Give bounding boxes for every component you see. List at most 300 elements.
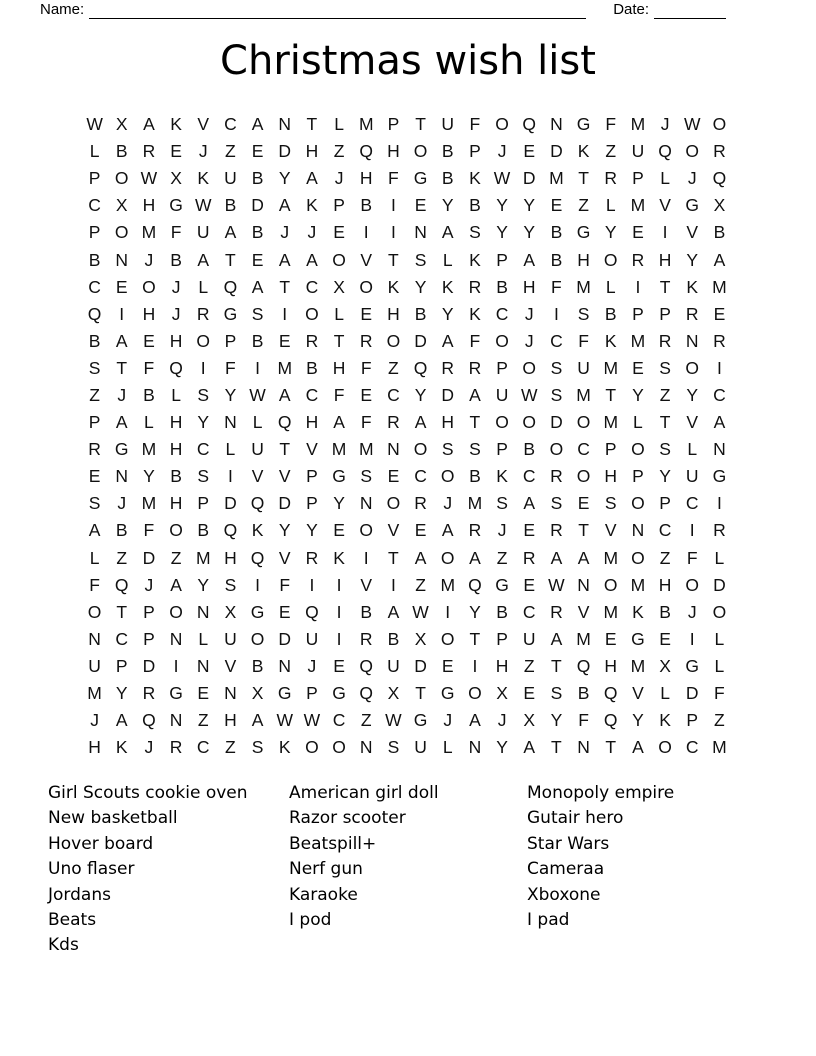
grid-letter: V bbox=[197, 114, 210, 135]
grid-letter: O bbox=[468, 683, 482, 704]
grid-letter: O bbox=[549, 439, 564, 460]
grid-letter: Y bbox=[496, 222, 508, 243]
grid-letter: I bbox=[309, 574, 315, 595]
grid-letter: N bbox=[387, 439, 400, 460]
grid-letter: A bbox=[143, 114, 155, 135]
grid-letter: T bbox=[659, 412, 671, 433]
grid-letter: U bbox=[251, 439, 264, 460]
grid-letter: S bbox=[414, 249, 427, 270]
grid-letter: X bbox=[170, 168, 182, 189]
grid-letter: V bbox=[632, 683, 644, 704]
grid-letter: A bbox=[333, 412, 345, 433]
grid-letter: V bbox=[360, 249, 373, 270]
grid-letter: E bbox=[251, 249, 264, 270]
grid-letter: F bbox=[551, 276, 562, 297]
grid-letter: F bbox=[360, 357, 372, 378]
grid-letter: V bbox=[387, 520, 400, 541]
grid-letter: J bbox=[171, 303, 181, 324]
grid-letter: K bbox=[577, 141, 590, 162]
grid-letter: S bbox=[550, 357, 563, 378]
grid-letter: I bbox=[336, 574, 342, 595]
grid-letter: O bbox=[576, 466, 591, 487]
grid-letter: N bbox=[631, 520, 645, 541]
grid-letter: T bbox=[388, 249, 399, 270]
grid-letter: H bbox=[604, 655, 618, 676]
grid-letter: W bbox=[140, 168, 158, 189]
grid-letter: G bbox=[169, 683, 183, 704]
grid-letter: P bbox=[604, 439, 617, 460]
grid-letter: O bbox=[603, 574, 618, 595]
grid-letter: W bbox=[276, 710, 293, 731]
date-blank-line[interactable] bbox=[654, 3, 726, 19]
grid-letter: K bbox=[632, 601, 644, 622]
grid-letter: I bbox=[689, 628, 695, 649]
grid-letter: S bbox=[469, 439, 481, 460]
grid-letter: B bbox=[306, 357, 318, 378]
grid-letter: M bbox=[712, 737, 727, 758]
grid-letter: I bbox=[119, 303, 125, 324]
grid-letter: P bbox=[197, 493, 210, 514]
grid-letter: B bbox=[604, 303, 617, 324]
grid-letter: H bbox=[224, 547, 237, 568]
grid-letter: P bbox=[88, 168, 101, 189]
grid-letter: R bbox=[414, 493, 427, 514]
grid-letter: I bbox=[662, 222, 668, 243]
grid-letter: A bbox=[523, 493, 536, 514]
grid-letter: P bbox=[496, 439, 508, 460]
grid-letter: S bbox=[441, 439, 454, 460]
grid-letter: M bbox=[630, 655, 646, 676]
grid-letter: B bbox=[88, 330, 101, 351]
grid-letter: H bbox=[658, 249, 672, 270]
grid-letter: H bbox=[142, 195, 156, 216]
grid-letter: Y bbox=[441, 303, 454, 324]
grid-letter: A bbox=[441, 330, 454, 351]
grid-letter: N bbox=[88, 628, 101, 649]
grid-letter: W bbox=[249, 384, 266, 405]
grid-letter: S bbox=[88, 357, 101, 378]
grid-letter: O bbox=[386, 493, 401, 514]
grid-letter: F bbox=[388, 168, 399, 189]
grid-letter: B bbox=[251, 330, 264, 351]
grid-letter: Y bbox=[550, 710, 563, 731]
grid-letter: R bbox=[305, 547, 319, 568]
grid-letter: Y bbox=[278, 168, 291, 189]
grid-letter: M bbox=[576, 276, 591, 297]
grid-letter: R bbox=[631, 249, 645, 270]
grid-letter: N bbox=[550, 114, 563, 135]
grid-letter: B bbox=[496, 601, 508, 622]
grid-letter: I bbox=[173, 655, 179, 676]
page-title: Christmas wish list bbox=[220, 38, 596, 84]
grid-letter: K bbox=[387, 276, 400, 297]
grid-letter: M bbox=[603, 547, 619, 568]
grid-letter: T bbox=[551, 655, 562, 676]
grid-letter: L bbox=[660, 168, 670, 189]
grid-letter: E bbox=[523, 683, 536, 704]
grid-letter: A bbox=[523, 249, 536, 270]
grid-letter: C bbox=[577, 439, 590, 460]
grid-letter: J bbox=[171, 276, 181, 297]
grid-letter: E bbox=[523, 141, 536, 162]
grid-letter: O bbox=[440, 547, 455, 568]
grid-letter: E bbox=[713, 303, 726, 324]
grid-letter: G bbox=[685, 655, 700, 676]
grid-letter: X bbox=[251, 683, 264, 704]
grid-letter: E bbox=[604, 628, 617, 649]
grid-letter: K bbox=[469, 168, 481, 189]
grid-letter: F bbox=[469, 330, 481, 351]
grid-letter: A bbox=[387, 601, 400, 622]
grid-letter: U bbox=[441, 114, 455, 135]
grid-letter: B bbox=[469, 466, 481, 487]
grid-letter: F bbox=[279, 574, 291, 595]
grid-letter: X bbox=[414, 628, 427, 649]
grid-letter: Q bbox=[250, 547, 265, 568]
grid-letter: J bbox=[144, 249, 154, 270]
grid-letter: Y bbox=[197, 574, 210, 595]
grid-letter: P bbox=[496, 357, 508, 378]
word-list-item: I pad bbox=[527, 910, 570, 931]
grid-letter: F bbox=[143, 357, 155, 378]
grid-letter: J bbox=[497, 141, 507, 162]
grid-letter: Z bbox=[197, 710, 209, 731]
grid-letter: T bbox=[225, 249, 236, 270]
grid-letter: C bbox=[115, 628, 129, 649]
grid-letter: X bbox=[659, 655, 671, 676]
grid-letter: M bbox=[195, 547, 211, 568]
grid-letter: C bbox=[685, 493, 699, 514]
grid-letter: O bbox=[495, 412, 509, 433]
grid-letter: Y bbox=[496, 195, 508, 216]
grid-letter: J bbox=[660, 114, 670, 135]
grid-letter: H bbox=[224, 710, 237, 731]
grid-letter: O bbox=[305, 737, 319, 758]
word-list-item: I pod bbox=[289, 910, 332, 931]
grid-letter: O bbox=[712, 601, 727, 622]
grid-letter: I bbox=[635, 276, 641, 297]
grid-letter: B bbox=[251, 655, 264, 676]
grid-letter: F bbox=[143, 520, 155, 541]
grid-letter: Z bbox=[388, 357, 399, 378]
grid-letter: A bbox=[306, 249, 318, 270]
grid-letter: O bbox=[631, 493, 645, 514]
grid-letter: M bbox=[141, 439, 157, 460]
grid-letter: D bbox=[685, 683, 699, 704]
grid-letter: M bbox=[440, 574, 456, 595]
grid-letter: T bbox=[388, 547, 399, 568]
grid-letter: N bbox=[196, 601, 210, 622]
grid-letter: A bbox=[278, 384, 291, 405]
grid-letter: W bbox=[683, 114, 701, 135]
grid-letter: R bbox=[713, 520, 726, 541]
grid-letter: H bbox=[658, 574, 672, 595]
grid-letter: I bbox=[363, 222, 369, 243]
grid-letter: U bbox=[196, 222, 210, 243]
grid-letter: B bbox=[659, 601, 671, 622]
grid-letter: J bbox=[280, 222, 290, 243]
grid-letter: G bbox=[576, 114, 591, 135]
grid-letter: K bbox=[604, 330, 617, 351]
grid-letter: K bbox=[441, 276, 454, 297]
grid-letter: Y bbox=[333, 493, 345, 514]
grid-letter: W bbox=[493, 168, 511, 189]
word-list-item: Xboxone bbox=[527, 884, 601, 905]
grid-letter: M bbox=[331, 439, 347, 460]
grid-letter: M bbox=[576, 384, 591, 405]
grid-letter: Z bbox=[415, 574, 426, 595]
grid-letter: R bbox=[685, 303, 699, 324]
grid-letter: C bbox=[414, 466, 427, 487]
grid-letter: V bbox=[278, 547, 291, 568]
grid-letter: A bbox=[469, 547, 481, 568]
grid-letter: Z bbox=[659, 384, 671, 405]
grid-letter: P bbox=[143, 628, 155, 649]
grid-letter: C bbox=[522, 601, 536, 622]
grid-letter: O bbox=[169, 601, 183, 622]
grid-letter: Z bbox=[496, 547, 508, 568]
grid-letter: U bbox=[685, 466, 699, 487]
grid-letter: P bbox=[306, 466, 318, 487]
grid-letter: U bbox=[414, 737, 427, 758]
grid-letter: B bbox=[360, 195, 373, 216]
grid-letter: Q bbox=[223, 276, 238, 297]
grid-letter: N bbox=[115, 249, 129, 270]
grid-letter: B bbox=[170, 249, 182, 270]
grid-letter: L bbox=[252, 412, 263, 433]
grid-letter: A bbox=[115, 710, 128, 731]
grid-letter: D bbox=[550, 141, 563, 162]
grid-letter: O bbox=[631, 547, 645, 568]
grid-letter: R bbox=[468, 520, 482, 541]
grid-letter: Y bbox=[278, 520, 291, 541]
grid-letter: I bbox=[472, 655, 478, 676]
grid-letter: Q bbox=[169, 357, 183, 378]
grid-letter: E bbox=[333, 222, 345, 243]
grid-letter: G bbox=[114, 439, 129, 460]
grid-letter: L bbox=[198, 276, 209, 297]
grid-letter: L bbox=[334, 114, 344, 135]
grid-letter: H bbox=[387, 141, 400, 162]
grid-letter: J bbox=[524, 330, 534, 351]
grid-letter: Z bbox=[714, 710, 725, 731]
grid-letter: G bbox=[250, 601, 265, 622]
grid-letter: Y bbox=[469, 601, 481, 622]
grid-letter: M bbox=[549, 168, 564, 189]
grid-letter: Q bbox=[603, 710, 618, 731]
grid-letter: O bbox=[495, 114, 509, 135]
grid-letter: E bbox=[143, 330, 155, 351]
grid-letter: Z bbox=[659, 547, 671, 568]
grid-letter: A bbox=[523, 737, 536, 758]
grid-letter: O bbox=[386, 330, 401, 351]
grid-letter: S bbox=[197, 466, 210, 487]
word-list bbox=[0, 781, 816, 981]
grid-letter: R bbox=[550, 466, 563, 487]
grid-letter: P bbox=[224, 330, 237, 351]
grid-letter: X bbox=[115, 114, 128, 135]
grid-letter: G bbox=[332, 466, 346, 487]
grid-letter: I bbox=[445, 601, 451, 622]
grid-letter: R bbox=[468, 357, 482, 378]
grid-letter: S bbox=[604, 493, 617, 514]
grid-letter: R bbox=[604, 168, 618, 189]
grid-letter: A bbox=[224, 222, 237, 243]
word-list-item: Cameraa bbox=[527, 859, 605, 880]
grid-letter: P bbox=[496, 249, 508, 270]
grid-letter: C bbox=[332, 710, 346, 731]
grid-letter: K bbox=[659, 710, 671, 731]
grid-letter: N bbox=[169, 628, 183, 649]
grid-letter: W bbox=[194, 195, 212, 216]
grid-letter: J bbox=[117, 493, 127, 514]
grid-letter: C bbox=[550, 330, 563, 351]
grid-letter: L bbox=[442, 249, 453, 270]
grid-letter: Q bbox=[712, 168, 727, 189]
grid-letter: V bbox=[604, 520, 617, 541]
grid-letter: K bbox=[469, 249, 481, 270]
grid-letter: M bbox=[358, 439, 374, 460]
grid-letter: T bbox=[333, 330, 345, 351]
grid-letter: K bbox=[469, 303, 481, 324]
grid-letter: E bbox=[550, 195, 563, 216]
grid-letter: L bbox=[714, 547, 725, 568]
grid-letter: B bbox=[441, 141, 454, 162]
grid-letter: X bbox=[496, 683, 508, 704]
grid-letter: L bbox=[660, 683, 670, 704]
grid-letter: C bbox=[522, 466, 536, 487]
grid-letter: F bbox=[225, 357, 236, 378]
grid-letter: O bbox=[658, 737, 672, 758]
grid-letter: E bbox=[88, 466, 101, 487]
grid-letter: V bbox=[686, 222, 699, 243]
grid-letter: R bbox=[142, 141, 156, 162]
grid-letter: F bbox=[605, 114, 617, 135]
word-list-item: Beatspill+ bbox=[289, 833, 377, 854]
grid-letter: Q bbox=[142, 710, 156, 731]
grid-letter: I bbox=[390, 222, 396, 243]
grid-letter: J bbox=[524, 303, 534, 324]
grid-letter: C bbox=[658, 520, 672, 541]
grid-letter: A bbox=[441, 520, 454, 541]
grid-letter: Z bbox=[605, 141, 617, 162]
grid-letter: R bbox=[550, 520, 563, 541]
grid-letter: T bbox=[279, 439, 291, 460]
grid-letter: Y bbox=[224, 384, 237, 405]
word-list-item: Gutair hero bbox=[527, 808, 624, 829]
grid-letter: H bbox=[305, 412, 319, 433]
grid-letter: D bbox=[414, 330, 427, 351]
grid-letter: P bbox=[496, 628, 508, 649]
grid-letter: B bbox=[387, 628, 400, 649]
grid-letter: F bbox=[360, 412, 372, 433]
grid-letter: A bbox=[170, 574, 182, 595]
grid-letter: H bbox=[359, 168, 373, 189]
grid-letter: K bbox=[333, 547, 345, 568]
grid-letter: T bbox=[578, 520, 589, 541]
grid-letter: P bbox=[88, 412, 101, 433]
grid-letter: U bbox=[631, 141, 645, 162]
grid-letter: U bbox=[224, 628, 237, 649]
grid-letter: A bbox=[550, 547, 563, 568]
grid-letter: A bbox=[115, 330, 128, 351]
name-blank-line[interactable] bbox=[89, 3, 586, 19]
grid-letter: E bbox=[441, 655, 454, 676]
grid-letter: R bbox=[713, 141, 726, 162]
grid-letter: S bbox=[360, 466, 373, 487]
grid-letter: K bbox=[686, 276, 699, 297]
grid-letter: M bbox=[141, 493, 157, 514]
grid-letter: C bbox=[196, 439, 210, 460]
grid-letter: B bbox=[88, 249, 101, 270]
grid-letter: B bbox=[550, 249, 563, 270]
grid-letter: R bbox=[196, 303, 210, 324]
grid-letter: Y bbox=[523, 222, 536, 243]
grid-letter: B bbox=[496, 276, 508, 297]
grid-letter: M bbox=[630, 195, 646, 216]
grid-letter: K bbox=[306, 195, 318, 216]
grid-letter: N bbox=[359, 737, 373, 758]
grid-letter: L bbox=[225, 439, 236, 460]
grid-letter: K bbox=[278, 737, 291, 758]
grid-letter: C bbox=[685, 737, 699, 758]
grid-letter: E bbox=[523, 574, 536, 595]
grid-letter: Z bbox=[333, 141, 345, 162]
grid-letter: H bbox=[441, 412, 455, 433]
grid-letter: S bbox=[251, 737, 264, 758]
grid-letter: M bbox=[576, 628, 591, 649]
grid-letter: O bbox=[413, 439, 428, 460]
grid-letter: I bbox=[336, 628, 342, 649]
grid-letter: Q bbox=[522, 114, 537, 135]
grid-letter: A bbox=[278, 249, 291, 270]
grid-letter: Y bbox=[523, 195, 536, 216]
grid-letter: U bbox=[577, 357, 590, 378]
grid-letter: Y bbox=[143, 466, 155, 487]
grid-letter: P bbox=[632, 168, 644, 189]
grid-letter: D bbox=[251, 195, 264, 216]
grid-letter: R bbox=[305, 330, 319, 351]
grid-letter: I bbox=[390, 195, 396, 216]
grid-letter: V bbox=[360, 574, 373, 595]
grid-letter: D bbox=[142, 655, 156, 676]
grid-letter: C bbox=[495, 303, 509, 324]
grid-letter: P bbox=[659, 493, 671, 514]
grid-letter: S bbox=[550, 384, 563, 405]
grid-letter: G bbox=[277, 683, 292, 704]
grid-letter: S bbox=[197, 384, 210, 405]
grid-letter: Y bbox=[686, 384, 699, 405]
grid-letter: J bbox=[117, 384, 127, 405]
grid-letter: L bbox=[605, 195, 616, 216]
grid-letter: A bbox=[550, 628, 563, 649]
grid-letter: O bbox=[332, 737, 346, 758]
grid-letter: X bbox=[713, 195, 726, 216]
grid-letter: L bbox=[144, 412, 154, 433]
grid-letter: E bbox=[414, 520, 427, 541]
grid-letter: D bbox=[441, 384, 455, 405]
grid-letter: B bbox=[143, 384, 155, 405]
grid-letter: M bbox=[277, 357, 293, 378]
grid-letter: J bbox=[144, 574, 154, 595]
grid-letter: Q bbox=[413, 357, 428, 378]
grid-letter: B bbox=[550, 222, 563, 243]
grid-letter: U bbox=[305, 628, 319, 649]
word-list-item: Jordans bbox=[48, 884, 111, 905]
grid-letter: O bbox=[305, 303, 319, 324]
grid-letter: H bbox=[387, 303, 400, 324]
grid-letter: Q bbox=[250, 493, 265, 514]
